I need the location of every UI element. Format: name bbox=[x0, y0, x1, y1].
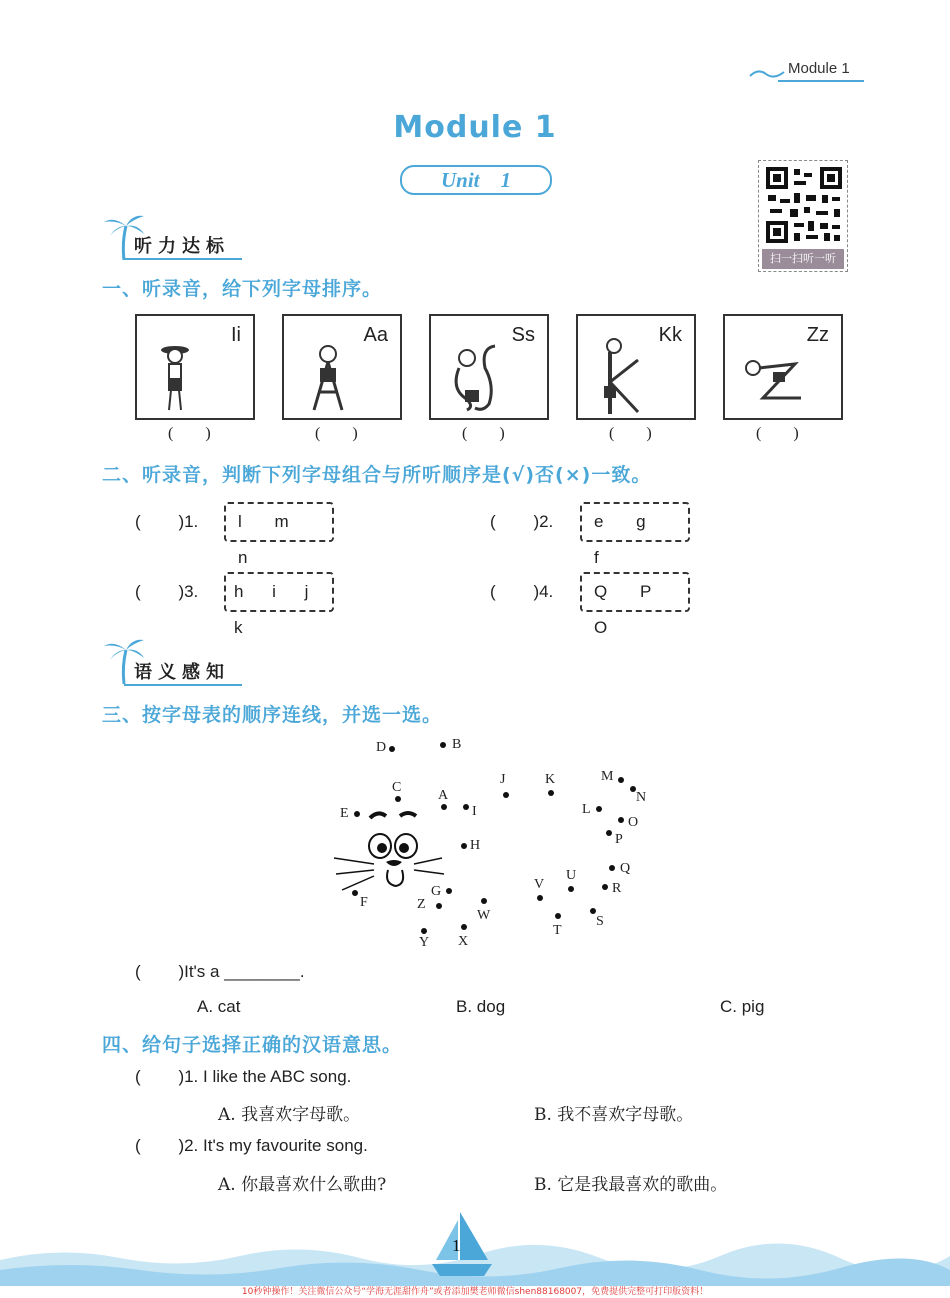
dot bbox=[596, 806, 602, 812]
dot-letter-C: C bbox=[392, 780, 402, 795]
q2-title: 二、听录音，判断下列字母组合与所听顺序是(√)否(×)一致。 bbox=[102, 464, 652, 486]
q2-letter-box-1: l m n bbox=[224, 502, 334, 542]
picture-letter: Kk bbox=[658, 324, 682, 346]
q3-option-c[interactable]: C. pig bbox=[720, 997, 765, 1016]
dot bbox=[440, 742, 446, 748]
dot bbox=[618, 777, 624, 783]
q2-item-3-prefix[interactable]: ( )3. bbox=[135, 582, 199, 601]
dot-letter-L: L bbox=[582, 802, 591, 817]
dot-letter-T: T bbox=[553, 923, 562, 938]
answer-paren-2[interactable]: ( ) bbox=[315, 425, 358, 442]
dot bbox=[606, 830, 612, 836]
dot-letter-K: K bbox=[545, 772, 556, 787]
monkey-s-icon bbox=[445, 338, 525, 418]
dot-letter-N: N bbox=[636, 790, 647, 805]
section-title-listening: 听力达标 bbox=[134, 236, 230, 257]
q1-title: 一、听录音，给下列字母排序。 bbox=[102, 278, 383, 300]
q2-letter-box-2: e g f bbox=[580, 502, 690, 542]
dot-letter-G: G bbox=[431, 884, 442, 899]
dot-letter-W: W bbox=[477, 908, 491, 923]
picture-box-3 bbox=[429, 314, 549, 420]
q4-title: 四、给句子选择正确的汉语意思。 bbox=[102, 1034, 403, 1056]
q3-option-a[interactable]: A. cat bbox=[197, 997, 241, 1016]
dot bbox=[555, 913, 561, 919]
running-title: Module 1 bbox=[788, 60, 850, 77]
dot bbox=[463, 804, 469, 810]
dot-letter-O: O bbox=[628, 815, 639, 830]
sailboat-icon bbox=[428, 1210, 498, 1280]
dot-letter-F: F bbox=[360, 895, 368, 910]
picture-letter: Aa bbox=[363, 324, 388, 346]
q4-item-1[interactable]: ( )1. I like the ABC song. bbox=[135, 1067, 352, 1086]
monkey-z-icon bbox=[739, 338, 819, 418]
dot-letter-M: M bbox=[601, 769, 614, 784]
answer-paren-5[interactable]: ( ) bbox=[756, 425, 799, 442]
dot-letter-H: H bbox=[470, 838, 481, 853]
monkey-a-icon bbox=[298, 338, 358, 418]
monkey-i-icon bbox=[151, 338, 211, 418]
dot bbox=[537, 895, 543, 901]
dot bbox=[389, 746, 395, 752]
dot bbox=[461, 843, 467, 849]
qr-caption: 扫一扫听一听 bbox=[762, 249, 844, 269]
picture-letter: Ss bbox=[511, 324, 535, 346]
dot-letter-I: I bbox=[472, 804, 477, 819]
dot-letter-U: U bbox=[566, 868, 577, 883]
dot-letter-Z: Z bbox=[417, 897, 426, 912]
dot-letter-A: A bbox=[438, 788, 449, 803]
q2-letter-box-4: Q P O bbox=[580, 572, 690, 612]
q2-item-4-prefix[interactable]: ( )4. bbox=[490, 582, 554, 601]
dot bbox=[609, 865, 615, 871]
dot-letter-V: V bbox=[534, 877, 545, 892]
dot-letter-B: B bbox=[452, 737, 462, 752]
dot bbox=[548, 790, 554, 796]
dot-to-dot-puzzle[interactable] bbox=[330, 730, 660, 960]
dot-letter-X: X bbox=[458, 934, 469, 949]
picture-box-5 bbox=[723, 314, 843, 420]
dot-letter-P: P bbox=[615, 832, 623, 847]
module-title: Module 1 bbox=[393, 110, 557, 145]
q2-item-2-prefix[interactable]: ( )2. bbox=[490, 512, 554, 531]
dot-letter-E: E bbox=[340, 806, 349, 821]
qr-code-icon bbox=[764, 165, 844, 245]
dot-letter-Q: Q bbox=[620, 861, 631, 876]
dot-letter-R: R bbox=[612, 881, 622, 896]
picture-box-1 bbox=[135, 314, 255, 420]
dot bbox=[618, 817, 624, 823]
q3-title: 三、按字母表的顺序连线，并选一选。 bbox=[102, 704, 443, 726]
dot-letter-J: J bbox=[500, 772, 506, 787]
q4-item-2-option-a[interactable]: A. 你最喜欢什么歌曲? bbox=[218, 1175, 387, 1195]
picture-letter: Zz bbox=[806, 324, 829, 346]
answer-paren-4[interactable]: ( ) bbox=[609, 425, 652, 442]
q2-item-1-prefix[interactable]: ( )1. bbox=[135, 512, 199, 531]
dot bbox=[436, 903, 442, 909]
dot bbox=[352, 890, 358, 896]
running-header bbox=[748, 60, 866, 82]
section-title-semantic: 语义感知 bbox=[134, 662, 230, 683]
q4-item-2-option-b[interactable]: B. 它是我最喜欢的歌曲。 bbox=[534, 1175, 728, 1195]
page-number: 1 bbox=[452, 1236, 461, 1255]
section-header-listening bbox=[102, 212, 252, 264]
dot-letter-D: D bbox=[376, 740, 387, 755]
dot bbox=[441, 804, 447, 810]
dot bbox=[461, 924, 467, 930]
dot bbox=[395, 796, 401, 802]
q3-option-b[interactable]: B. dog bbox=[456, 997, 506, 1016]
dot bbox=[446, 888, 452, 894]
wave-icon bbox=[748, 62, 788, 82]
dot bbox=[421, 928, 427, 934]
dot bbox=[568, 886, 574, 892]
q4-item-1-option-b[interactable]: B. 我不喜欢字母歌。 bbox=[534, 1105, 694, 1125]
q3-question[interactable]: ( )It's a ________. bbox=[135, 962, 305, 981]
dot-letter-S: S bbox=[596, 914, 604, 929]
dot bbox=[503, 792, 509, 798]
picture-box-4 bbox=[576, 314, 696, 420]
monkey-k-icon bbox=[592, 338, 652, 418]
answer-paren-3[interactable]: ( ) bbox=[462, 425, 505, 442]
dot bbox=[354, 811, 360, 817]
dot bbox=[602, 884, 608, 890]
q4-item-1-option-a[interactable]: A. 我喜欢字母歌。 bbox=[218, 1105, 361, 1125]
q4-item-2[interactable]: ( )2. It's my favourite song. bbox=[135, 1136, 368, 1155]
dot-letter-Y: Y bbox=[419, 935, 430, 950]
picture-box-2 bbox=[282, 314, 402, 420]
qr-code-block[interactable] bbox=[758, 160, 848, 272]
unit-banner bbox=[400, 165, 552, 195]
unit-title: Unit 1 bbox=[440, 168, 511, 192]
dot bbox=[481, 898, 487, 904]
answer-paren-1[interactable]: ( ) bbox=[168, 425, 211, 442]
footer-note: 10秒钟操作！关注微信公众号“学海无涯甜作舟”或者添加樊老师微信shen88168007，免费提供完整可打印版资料！ bbox=[241, 1287, 709, 1297]
picture-letter: Ii bbox=[231, 324, 241, 346]
q2-letter-box-3: h i j k bbox=[224, 572, 334, 612]
section-header-semantic bbox=[102, 636, 252, 688]
